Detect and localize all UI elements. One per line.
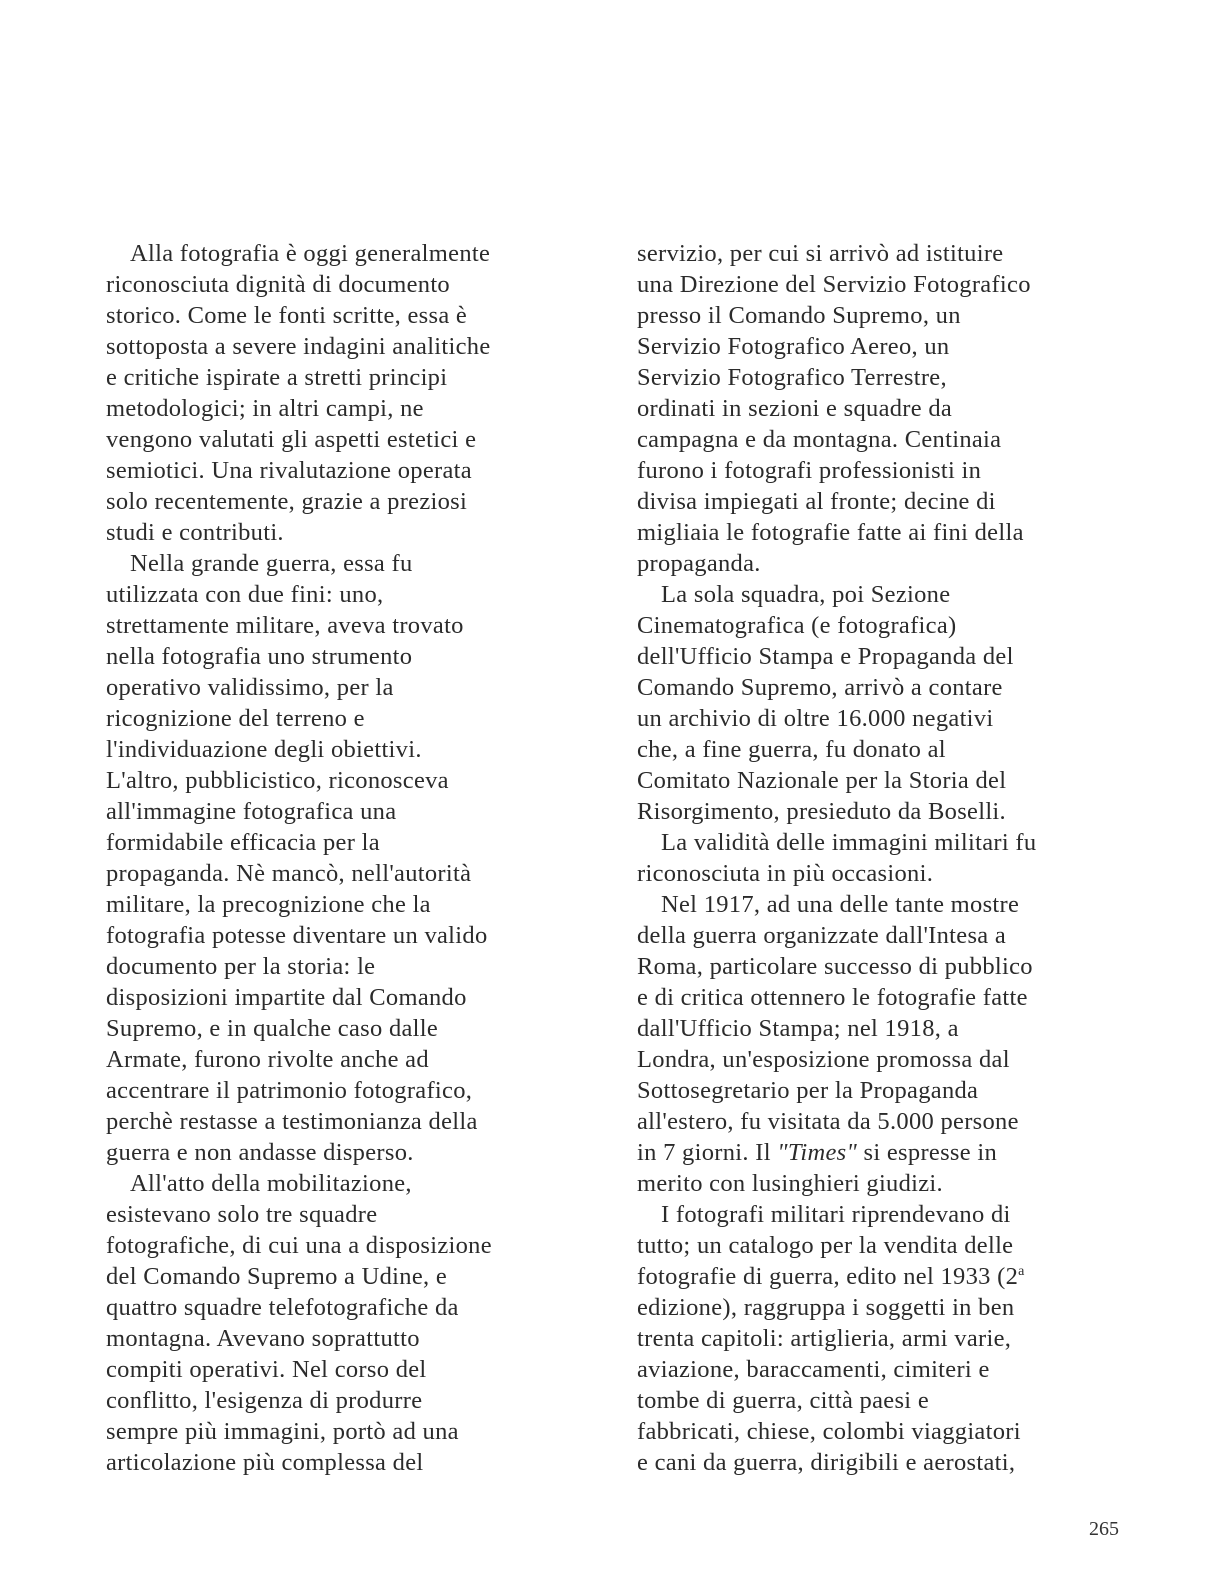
text-line: trenta capitoli: artiglieria, armi varie,: [637, 1325, 1012, 1352]
text-line: sottoposta a severe indagini analitiche: [106, 333, 491, 360]
text-line: fotografia potesse diventare un valido: [106, 922, 488, 949]
text-line: militare, la precognizione che la: [106, 891, 431, 918]
superscript: a: [1018, 1264, 1025, 1279]
text-line: accentrare il patrimonio fotografico,: [106, 1077, 473, 1104]
text-line: Comitato Nazionale per la Storia del: [637, 767, 1007, 794]
text-line: all'estero, fu visitata da 5.000 persone: [637, 1108, 1019, 1135]
text-line: I fotografi militari riprendevano di: [661, 1201, 1011, 1228]
text-line: Cinematografica (e fotografica): [637, 612, 957, 639]
text-line: Servizio Fotografico Terrestre,: [637, 364, 947, 391]
text-line: Armate, furono rivolte anche ad: [106, 1046, 429, 1073]
text-line: ordinati in sezioni e squadre da: [637, 395, 953, 422]
text-line: montagna. Avevano soprattutto: [106, 1325, 420, 1352]
text-line: La sola squadra, poi Sezione: [661, 581, 951, 608]
text-line: Londra, un'esposizione promossa dal: [637, 1046, 1010, 1073]
text-line: presso il Comando Supremo, un: [637, 302, 961, 329]
text-line: e cani da guerra, dirigibili e aerostati,: [637, 1449, 1016, 1476]
text-line: esistevano solo tre squadre: [106, 1201, 378, 1228]
text-line: Nella grande guerra, essa fu: [130, 550, 413, 577]
text-line: che, a fine guerra, fu donato al: [637, 736, 946, 763]
text-line: perchè restasse a testimonianza della: [106, 1108, 478, 1135]
times-title: "Times": [777, 1139, 858, 1166]
text-line: fabbricati, chiese, colombi viaggiatori: [637, 1418, 1021, 1445]
text-line: edizione), raggruppa i soggetti in ben: [637, 1294, 1015, 1321]
right-text-column: [637, 238, 1117, 1478]
text-line: Servizio Fotografico Aereo, un: [637, 333, 950, 360]
text-line: del Comando Supremo a Udine, e: [106, 1263, 448, 1290]
text-line: utilizzata con due fini: uno,: [106, 581, 384, 608]
text-line: La validità delle immagini militari fu: [661, 829, 1037, 856]
text-line: tutto; un catalogo per la vendita delle: [637, 1232, 1014, 1259]
text-line: L'altro, pubblicistico, riconosceva: [106, 767, 449, 794]
text-line: campagna e da montagna. Centinaia: [637, 426, 1002, 453]
text-line: riconosciuta dignità di documento: [106, 271, 450, 298]
text-line: All'atto della mobilitazione,: [130, 1170, 412, 1197]
text-line: un archivio di oltre 16.000 negativi: [637, 705, 994, 732]
left-text-column: [106, 238, 586, 1478]
text-line: Sottosegretario per la Propaganda: [637, 1077, 979, 1104]
text-line: dell'Ufficio Stampa e Propaganda del: [637, 643, 1014, 670]
text-line: sempre più immagini, portò ad una: [106, 1418, 459, 1445]
text-line: studi e contributi.: [106, 519, 284, 546]
text-line: riconosciuta in più occasioni.: [637, 860, 934, 887]
text-line: [637, 1137, 1117, 1168]
text-line: e di critica ottennero le fotografie fatte: [637, 984, 1028, 1011]
text-line: nella fotografia uno strumento: [106, 643, 413, 670]
text-line: propaganda.: [637, 550, 761, 577]
text-line: guerra e non andasse disperso.: [106, 1139, 414, 1166]
text-segment: in 7 giorni. Il: [637, 1139, 778, 1166]
text-line: quattro squadre telefotografiche da: [106, 1294, 459, 1321]
text-line: operativo validissimo, per la: [106, 674, 394, 701]
text-line: fotografiche, di cui una a disposizione: [106, 1232, 492, 1259]
text-segment: si espresse in: [857, 1139, 998, 1166]
text-line: vengono valutati gli aspetti estetici e: [106, 426, 477, 453]
text-line: compiti operativi. Nel corso del: [106, 1356, 427, 1383]
text-line: aviazione, baraccamenti, cimiteri e: [637, 1356, 990, 1383]
text-line: solo recentemente, grazie a preziosi: [106, 488, 468, 515]
text-line: servizio, per cui si arrivò ad istituire: [637, 240, 1004, 267]
text-line: metodologici; in altri campi, ne: [106, 395, 424, 422]
text-line: articolazione più complessa del: [106, 1449, 424, 1476]
text-line: ricognizione del terreno e: [106, 705, 365, 732]
text-line: merito con lusinghieri giudizi.: [637, 1170, 943, 1197]
text-line: migliaia le fotografie fatte ai fini della: [637, 519, 1024, 546]
text-segment: fotografie di guerra, edito nel 1933 (2: [637, 1263, 1019, 1290]
text-line: all'immagine fotografica una: [106, 798, 397, 825]
page-number: 265: [1089, 1518, 1119, 1540]
text-line: documento per la storia: le: [106, 953, 376, 980]
text-line: una Direzione del Servizio Fotografico: [637, 271, 1031, 298]
text-line: della guerra organizzate dall'Intesa a: [637, 922, 1007, 949]
text-line: storico. Come le fonti scritte, essa è: [106, 302, 468, 329]
text-line: tombe di guerra, città paesi e: [637, 1387, 929, 1414]
text-line: e critiche ispirate a stretti principi: [106, 364, 448, 391]
text-line: Comando Supremo, arrivò a contare: [637, 674, 1003, 701]
text-line: dall'Ufficio Stampa; nel 1918, a: [637, 1015, 959, 1042]
text-line: Alla fotografia è oggi generalmente: [130, 240, 491, 267]
text-line: Roma, particolare successo di pubblico: [637, 953, 1033, 980]
text-line: furono i fotografi professionisti in: [637, 457, 982, 484]
text-line: Risorgimento, presieduto da Boselli.: [637, 798, 1006, 825]
text-line: propaganda. Nè mancò, nell'autorità: [106, 860, 472, 887]
text-line: divisa impiegati al fronte; decine di: [637, 488, 996, 515]
text-line: l'individuazione degli obiettivi.: [106, 736, 422, 763]
text-line: Nel 1917, ad una delle tante mostre: [661, 891, 1020, 918]
text-line: conflitto, l'esigenza di produrre: [106, 1387, 423, 1414]
text-line: semiotici. Una rivalutazione operata: [106, 457, 472, 484]
text-line: strettamente militare, aveva trovato: [106, 612, 464, 639]
text-line: formidabile efficacia per la: [106, 829, 380, 856]
text-line: disposizioni impartite dal Comando: [106, 984, 467, 1011]
text-line: Supremo, e in qualche caso dalle: [106, 1015, 439, 1042]
text-line: [637, 1261, 1117, 1292]
